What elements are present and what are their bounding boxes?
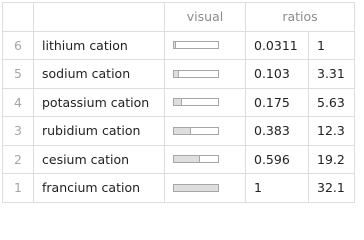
table-row [3, 31, 355, 60]
visual-cell [165, 88, 246, 117]
cation-name: rubidium cation [34, 117, 165, 146]
ratio-bar-track [173, 155, 219, 163]
visual-cell [165, 174, 246, 203]
ratio-relative: 0.0311 [246, 31, 309, 60]
cation-name: cesium cation [34, 145, 165, 174]
ratio-table [2, 2, 355, 203]
header-blank-name [34, 3, 165, 32]
ratio-bar-fill [174, 71, 179, 77]
ratio-bar-fill [174, 99, 182, 105]
row-rank: 5 [3, 60, 34, 89]
table-row [3, 174, 355, 203]
row-rank: 2 [3, 145, 34, 174]
ratio-absolute: 1 [309, 31, 355, 60]
visual-cell [165, 60, 246, 89]
header-visual: visual [165, 3, 246, 32]
ratio-bar-track [173, 127, 219, 135]
ratio-absolute: 12.3 [309, 117, 355, 146]
cation-name: francium cation [34, 174, 165, 203]
row-rank: 1 [3, 174, 34, 203]
cation-name: lithium cation [34, 31, 165, 60]
ratio-bar-track [173, 41, 219, 49]
row-rank: 6 [3, 31, 34, 60]
ratio-bar-track [173, 70, 219, 78]
ratio-bar-track [173, 98, 219, 106]
ratio-absolute: 32.1 [309, 174, 355, 203]
table-row [3, 117, 355, 146]
ratio-bar-track [173, 184, 219, 192]
table-row [3, 60, 355, 89]
visual-cell [165, 145, 246, 174]
ratio-absolute: 3.31 [309, 60, 355, 89]
header-ratios: ratios [246, 3, 355, 32]
ratio-relative: 0.596 [246, 145, 309, 174]
table-row [3, 145, 355, 174]
cation-name: potassium cation [34, 88, 165, 117]
ratio-relative: 0.103 [246, 60, 309, 89]
ratio-bar-fill [174, 42, 176, 48]
ratio-relative: 0.383 [246, 117, 309, 146]
row-rank: 3 [3, 117, 34, 146]
ratio-relative: 1 [246, 174, 309, 203]
ratio-bar-fill [174, 185, 218, 191]
ratio-relative: 0.175 [246, 88, 309, 117]
ratio-absolute: 5.63 [309, 88, 355, 117]
header-blank-rank [3, 3, 34, 32]
cation-name: sodium cation [34, 60, 165, 89]
ratio-bar-fill [174, 128, 191, 134]
header-row [3, 3, 355, 32]
ratio-bar-fill [174, 156, 200, 162]
ratio-absolute: 19.2 [309, 145, 355, 174]
visual-cell [165, 117, 246, 146]
visual-cell [165, 31, 246, 60]
table-row [3, 88, 355, 117]
row-rank: 4 [3, 88, 34, 117]
